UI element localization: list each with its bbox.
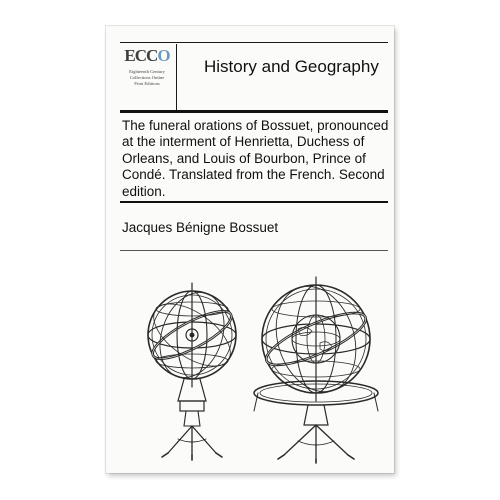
left-armillary-sphere [143, 283, 240, 460]
logo-divider [176, 44, 177, 110]
right-armillary-sphere [254, 276, 378, 463]
title-rule [120, 201, 388, 203]
book-author: Jacques Bénigne Bossuet [122, 220, 279, 235]
armillary-spheres-illustration [128, 261, 390, 466]
top-rule [120, 42, 388, 43]
ecco-logo-text: Eighteenth Century Collections Online Print Editions [129, 69, 165, 86]
header-rule [120, 110, 388, 113]
category-label: History and Geography [204, 57, 379, 76]
author-rule [120, 250, 388, 251]
book-cover [106, 26, 394, 473]
ecco-logo-mark: ECCO [124, 46, 170, 65]
book-title: The funeral orations of Bossuet, pronounced at the interment of Henrietta, Duchess of Orleans, and Louis of Bourbon, Prince of Condé. Translated from the French. Second edition. [122, 118, 389, 199]
ecco-logo [124, 44, 170, 106]
